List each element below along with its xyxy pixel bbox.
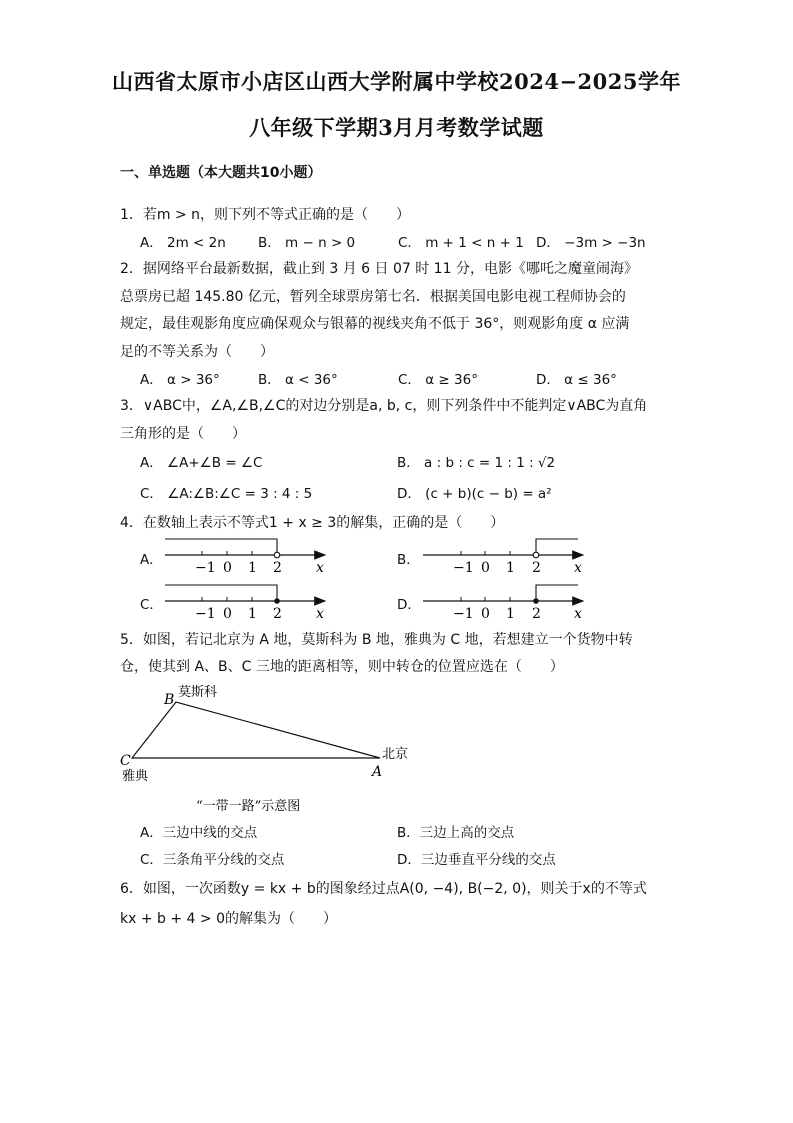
q4-option-c: C． [140, 597, 163, 613]
number-line-c [165, 581, 335, 623]
tick-label: 1 [248, 560, 257, 576]
q4-option-d: D． [397, 597, 421, 613]
q2-line3: 规定，最佳观影角度应确保观众与银幕的视线夹角不低于 36°，则观影角度 α 应满 [120, 316, 630, 332]
label-c: C [120, 753, 131, 769]
figure-caption: “一带一路”示意图 [196, 799, 301, 814]
q4-stem: 4．在数轴上表示不等式1 + x ≥ 3的解集，正确的是（ ） [120, 515, 505, 531]
tick-label: 0 [481, 606, 490, 622]
q2-line2: 总票房已超 145.80 亿元，暂列全球票房第七名．根据美国电影电视工程师协会的 [120, 289, 626, 305]
q4-option-a: A． [140, 552, 163, 568]
q2-line1: 2．据网络平台最新数据，截止到 3 月 6 日 07 时 11 分，电影《哪吒之魔童闹海》 [120, 261, 638, 277]
q5-option-a: A．三边中线的交点 [140, 825, 258, 841]
tick-label: 0 [223, 606, 232, 622]
tick-label: 0 [481, 560, 490, 576]
q1-option-a: A． 2m < 2n [140, 235, 226, 251]
q3-line2: 三角形的是（ ） [120, 426, 246, 442]
q3-option-d: D． (c + b)(c − b) = a² [397, 486, 552, 502]
tick-label: 2 [273, 606, 282, 622]
triangle-abc [132, 702, 380, 758]
tick-label: 2 [532, 606, 541, 622]
q4-option-b: B． [397, 552, 420, 568]
tick-label: 2 [273, 560, 282, 576]
section-heading: 一、单选题（本大题共10小题） [120, 165, 322, 181]
label-b: B [164, 692, 175, 708]
q5-line2: 仓，使其到 A、B、C 三地的距离相等，则中转仓的位置应选在（ ） [120, 659, 564, 675]
q5-line1: 5．如图，若记北京为 A 地，莫斯科为 B 地，雅典为 C 地，若想建立一个货物中转 [120, 632, 633, 648]
q3-option-c: C． ∠A:∠B:∠C = 3 : 4 : 5 [140, 486, 313, 502]
q5-option-d: D．三边垂直平分线的交点 [397, 852, 556, 868]
tick-label: −1 [453, 606, 474, 622]
q2-option-c: C． α ≥ 36° [398, 372, 478, 388]
q1-option-b: B． m − n > 0 [258, 235, 356, 251]
q2-option-d: D． α ≤ 36° [536, 372, 617, 388]
exam-title-line2: 八年级下学期3月月考数学试题 [249, 115, 544, 140]
label-a: A [372, 764, 383, 780]
number-line-a [165, 535, 335, 577]
axis-var: x [574, 606, 582, 622]
q2-option-b: B． α < 36° [258, 372, 338, 388]
q6-line2: kx + b + 4 > 0的解集为（ ） [120, 911, 337, 927]
number-line-d [423, 581, 593, 623]
q5-option-c: C．三条角平分线的交点 [140, 852, 285, 868]
tick-label: 1 [506, 560, 515, 576]
q3-option-b: B． a : b : c = 1 : 1 : √2 [397, 455, 556, 471]
q2-option-a: A． α > 36° [140, 372, 220, 388]
q3-line1: 3．∨ABC中，∠A,∠B,∠C的对边分别是a, b, c，则下列条件中不能判定∨ABC为直角 [120, 398, 648, 414]
number-line-b [423, 535, 593, 577]
tick-label: 1 [506, 606, 515, 622]
label-athens: 雅典 [122, 769, 149, 784]
tick-label: 1 [248, 606, 257, 622]
q1-option-d: D． −3m > −3n [536, 235, 646, 251]
q2-line4: 足的不等关系为（ ） [120, 344, 274, 360]
q1-stem: 1．若m > n，则下列不等式正确的是（ ） [120, 207, 411, 223]
triangle-figure [110, 680, 430, 820]
q1-option-c: C． m + 1 < n + 1 [398, 235, 524, 251]
tick-label: −1 [195, 606, 216, 622]
q3-option-a: A． ∠A+∠B = ∠C [140, 455, 263, 471]
tick-label: 2 [532, 560, 541, 576]
label-moscow: 莫斯科 [178, 685, 218, 700]
axis-var: x [316, 560, 324, 576]
label-beijing: 北京 [382, 747, 409, 762]
exam-title-line1: 山西省太原市小店区山西大学附属中学校2024−2025学年 [112, 69, 681, 94]
axis-var: x [316, 606, 324, 622]
q6-line1: 6．如图，一次函数y = kx + b的图象经过点A(0, −4), B(−2, 0)，则关于x的不等式 [120, 881, 647, 897]
q5-option-b: B．三边上高的交点 [397, 825, 515, 841]
axis-var: x [574, 560, 582, 576]
tick-label: −1 [453, 560, 474, 576]
tick-label: −1 [195, 560, 216, 576]
tick-label: 0 [223, 560, 232, 576]
